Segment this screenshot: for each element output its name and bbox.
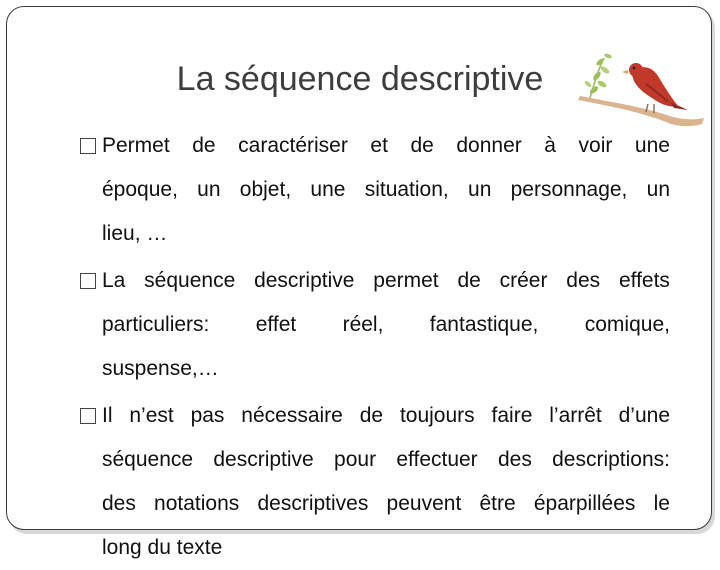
word: de [192,134,216,157]
bullet-3 [80,394,670,570]
word: créer [499,269,548,292]
word: une [634,134,670,157]
word: à [544,134,556,157]
word: l’arrêt [549,404,602,427]
word: long du texte [102,536,223,559]
word: et [370,134,388,157]
word: une [310,178,346,201]
word: notations [154,492,240,515]
bullet-line [80,212,670,256]
checkbox-square-icon [80,408,96,424]
word: effets [618,269,670,292]
word: réel, [342,313,384,336]
word: un [468,178,492,201]
word: des [566,269,601,292]
word: des [102,492,136,515]
word: pas [190,404,225,427]
word: effectuer [396,448,478,471]
word: un [197,178,221,201]
bullet-line [80,124,670,168]
word: séquence [102,448,194,471]
word: toujours [399,404,475,427]
word: donner [456,134,522,157]
bullet-line [80,303,670,347]
word: d’une [618,404,670,427]
word: personnage, [510,178,628,201]
checkbox-square-icon [80,138,96,154]
word: nécessaire [241,404,343,427]
bird-on-branch-icon [570,44,710,134]
word: Il [102,404,113,427]
word: être [479,492,516,515]
bullet-line [80,259,670,303]
word: caractériser [238,134,348,157]
checkbox-square-icon [80,273,96,289]
bullet-2 [80,259,670,391]
word: La [102,269,126,292]
word: Permet [102,134,170,157]
bullet-line [80,438,670,482]
bullet-line [80,394,670,438]
word: particuliers: [102,313,210,336]
word: voir [578,134,613,157]
word: descriptions: [552,448,670,471]
word: de [457,269,481,292]
word: le [653,492,670,515]
word: des [497,448,532,471]
word: n’est [129,404,174,427]
word: époque, [102,178,178,201]
bullet-line [80,526,670,570]
bullet-line [80,482,670,526]
word: situation, [364,178,449,201]
word: peuvent [386,492,462,515]
bullet-line [80,168,670,212]
word: descriptive [213,448,314,471]
word: effet [255,313,297,336]
word: fantastique, [429,313,539,336]
word: un [646,178,670,201]
word: comique, [584,313,670,336]
slide-title: La séquence descriptive [176,60,544,98]
word: objet, [239,178,292,201]
bullet-line [80,347,670,391]
bullet-1 [80,124,670,256]
word: descriptive [254,269,355,292]
word: faire [491,404,533,427]
word: de [410,134,434,157]
word: lieu, … [102,222,168,245]
word: suspense,… [102,357,219,380]
word: permet [373,269,439,292]
word: séquence [144,269,236,292]
word: pour [334,448,377,471]
word: éparpillées [533,492,636,515]
word: de [359,404,384,427]
word: descriptives [257,492,369,515]
